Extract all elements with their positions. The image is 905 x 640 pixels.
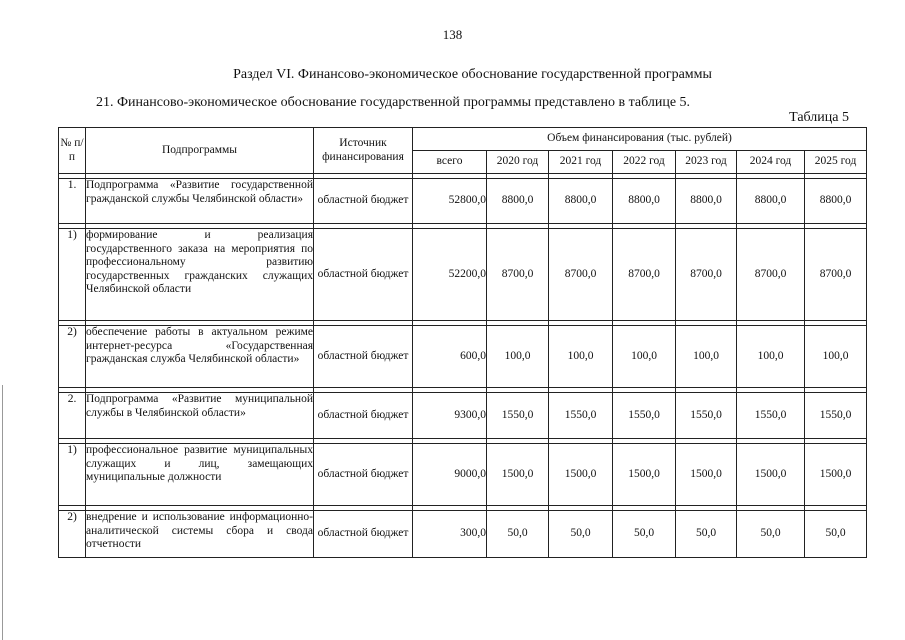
- row-2021: 8800,0: [549, 179, 613, 224]
- row-source: областной бюджет: [314, 511, 413, 558]
- header-subprograms: Подпрограммы: [86, 128, 314, 174]
- row-2020: 50,0: [487, 511, 549, 558]
- row-2021: 50,0: [549, 511, 613, 558]
- header-year-2023: 2023 год: [676, 151, 737, 174]
- row-2023: 8800,0: [676, 179, 737, 224]
- row-2021: 8700,0: [549, 229, 613, 321]
- row-number: 2): [59, 326, 86, 388]
- row-2025: 8800,0: [805, 179, 867, 224]
- row-2024: 1550,0: [737, 393, 805, 439]
- row-2024: 1500,0: [737, 444, 805, 506]
- table-row: [59, 179, 867, 224]
- header-number: № п/п: [59, 128, 86, 174]
- row-2024: 8700,0: [737, 229, 805, 321]
- row-number: 2.: [59, 393, 86, 439]
- header-year-2025: 2025 год: [805, 151, 867, 174]
- row-2023: 50,0: [676, 511, 737, 558]
- row-2024: 50,0: [737, 511, 805, 558]
- row-number: 1): [59, 229, 86, 321]
- row-2021: 1500,0: [549, 444, 613, 506]
- row-2023: 1550,0: [676, 393, 737, 439]
- row-2025: 8700,0: [805, 229, 867, 321]
- row-2023: 100,0: [676, 326, 737, 388]
- page-number: 138: [442, 27, 463, 42]
- table-row: [59, 229, 867, 321]
- row-2021: 100,0: [549, 326, 613, 388]
- row-subprogram: обеспечение работы в актуальном режиме интернет-ресурса «Государственная гражданская служба Челябинской области»: [86, 326, 314, 388]
- header-year-2021: 2021 год: [549, 151, 613, 174]
- row-2024: 8800,0: [737, 179, 805, 224]
- page-edge-line: [2, 385, 3, 640]
- row-2020: 8700,0: [487, 229, 549, 321]
- row-number: 1.: [59, 179, 86, 224]
- table-row: [59, 326, 867, 388]
- row-total: 52800,0: [413, 179, 487, 224]
- row-subprogram: внедрение и использование информационно-аналитической системы сбора и свода отчетности: [86, 511, 314, 558]
- row-2023: 1500,0: [676, 444, 737, 506]
- section-title: Раздел VI. Финансово-экономическое обоснование государственной программы: [233, 67, 712, 82]
- row-2022: 1500,0: [613, 444, 676, 506]
- row-2025: 50,0: [805, 511, 867, 558]
- header-year-2020: 2020 год: [487, 151, 549, 174]
- row-number: 1): [59, 444, 86, 506]
- row-2022: 100,0: [613, 326, 676, 388]
- header-year-2022: 2022 год: [613, 151, 676, 174]
- row-source: областной бюджет: [314, 229, 413, 321]
- row-2020: 100,0: [487, 326, 549, 388]
- row-subprogram: формирование и реализация государственного заказа на мероприятия по профессиональному развитию государственных гражданских служащих Челябинской области: [86, 229, 314, 321]
- row-2022: 8700,0: [613, 229, 676, 321]
- row-source: областной бюджет: [314, 326, 413, 388]
- intro-paragraph: 21. Финансово-экономическое обоснование государственной программы представлено в таблице 5.: [96, 95, 691, 110]
- row-2020: 1500,0: [487, 444, 549, 506]
- row-subprogram: Подпрограмма «Развитие государственной гражданской службы Челябинской области»: [86, 179, 314, 224]
- row-2025: 1500,0: [805, 444, 867, 506]
- header-total: всего: [413, 151, 487, 174]
- row-source: областной бюджет: [314, 444, 413, 506]
- row-2025: 100,0: [805, 326, 867, 388]
- row-number: 2): [59, 511, 86, 558]
- header-volume: Объем финансирования (тыс. рублей): [413, 128, 867, 151]
- table-caption: Таблица 5: [789, 110, 849, 125]
- row-source: областной бюджет: [314, 393, 413, 439]
- row-source: областной бюджет: [314, 179, 413, 224]
- row-total: 9300,0: [413, 393, 487, 439]
- row-2023: 8700,0: [676, 229, 737, 321]
- table-row: [59, 444, 867, 506]
- table-row: [59, 511, 867, 558]
- financing-table: [58, 127, 867, 558]
- row-2022: 1550,0: [613, 393, 676, 439]
- row-2024: 100,0: [737, 326, 805, 388]
- header-source: Источник финансирования: [314, 128, 413, 174]
- row-2021: 1550,0: [549, 393, 613, 439]
- row-total: 300,0: [413, 511, 487, 558]
- row-subprogram: профессиональное развитие муниципальных служащих и лиц, замещающих муниципальные должности: [86, 444, 314, 506]
- row-total: 9000,0: [413, 444, 487, 506]
- row-subprogram: Подпрограмма «Развитие муниципальной службы в Челябинской области»: [86, 393, 314, 439]
- row-total: 600,0: [413, 326, 487, 388]
- row-2022: 8800,0: [613, 179, 676, 224]
- row-total: 52200,0: [413, 229, 487, 321]
- row-2020: 8800,0: [487, 179, 549, 224]
- table-row: [59, 393, 867, 439]
- row-2022: 50,0: [613, 511, 676, 558]
- row-2025: 1550,0: [805, 393, 867, 439]
- row-2020: 1550,0: [487, 393, 549, 439]
- header-year-2024: 2024 год: [737, 151, 805, 174]
